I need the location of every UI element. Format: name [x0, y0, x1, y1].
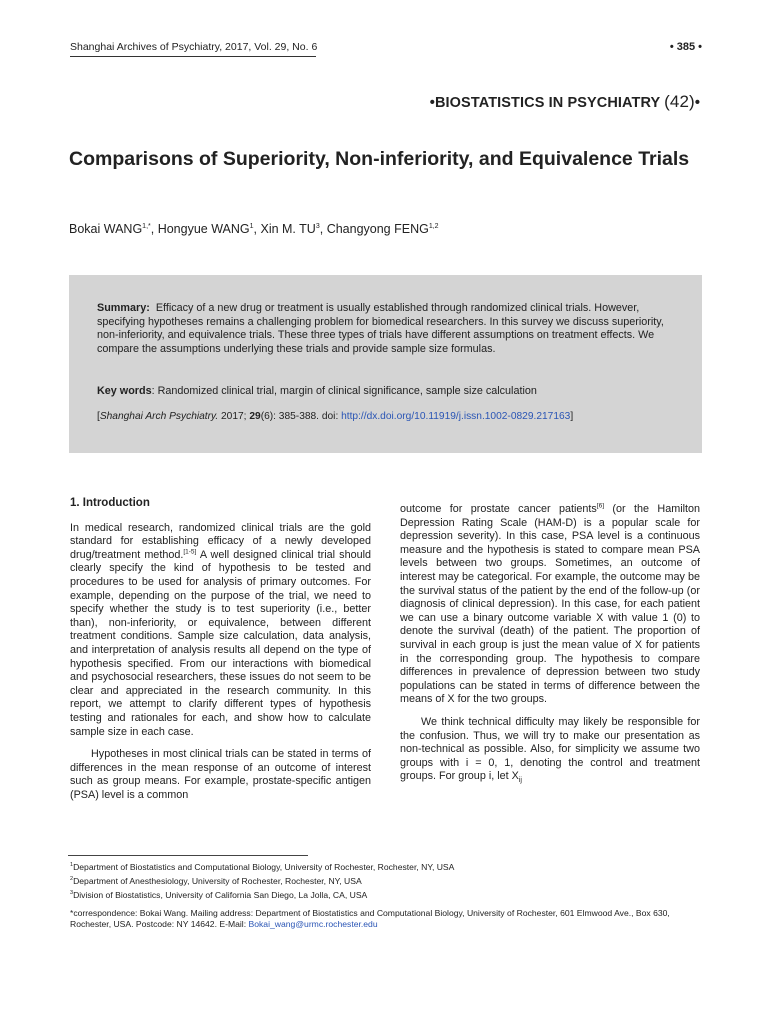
- footnote-text: Department of Anesthesiology, University of Rochester, Rochester, NY, USA: [73, 875, 362, 886]
- author-affiliation: 1: [249, 222, 254, 230]
- reference-marker[interactable]: [1-5]: [183, 548, 197, 556]
- journal-citation: Shanghai Archives of Psychiatry, 2017, Vol. 29, No. 6: [70, 41, 316, 57]
- left-column: [70, 497, 371, 802]
- email-link[interactable]: Bokai_wang@urmc.rochester.edu: [248, 919, 378, 929]
- author-name: Changyong FENG: [326, 222, 429, 236]
- paragraph: [400, 503, 700, 707]
- doi-link[interactable]: http://dx.doi.org/10.11919/j.issn.1002-0829.217163: [341, 411, 571, 422]
- right-column: [400, 503, 700, 784]
- author-list: [69, 222, 439, 236]
- cite-year: 2017;: [218, 411, 250, 422]
- paragraph-text: outcome for prostate cancer patients: [400, 503, 597, 515]
- paragraph: [400, 716, 700, 784]
- footnote-affiliation-2: [70, 874, 362, 887]
- paragraph-text: We think technical difficulty may likely be responsible for the confusion. Thus, we will try to make our presentation as non-technical as possible. Also, for simplicity we assume two groups with i = 0, 1, denoting the control and treatment groups. For group i, let X: [400, 715, 700, 783]
- abstract-citation: [97, 411, 687, 422]
- footnote-text: Division of Biostatistics, University of California San Diego, La Jolla, CA, USA: [73, 889, 368, 900]
- paragraph-text: (or the Hamilton Depression Rating Scale (HAM-D) is a popular scale for depression severity). In this case, PSA level is a continuous measure and the hypothesis is stated to compare mean PSA levels between two groups. Sometimes, an outcome of interest may be categorical. For example, the outcome may be the survival status of the patient by the end of the follow-up (or diagnosis of clinical depression). In this case, for each patient we can use a binary outcome variable X with value 1 (0) to denote the survival (death) of the patient. The proportion of survival in each group is just the mean value of X for patients in the corresponding group. The hypothesis to compare differences in prevalence of depression between two study populations can be stated in terms of difference between the means of X for the two groups.: [400, 503, 700, 706]
- paragraph: [70, 522, 371, 740]
- footnote-marker: 3: [70, 890, 74, 896]
- author-affiliation: 1,2: [428, 222, 439, 230]
- author-name: Bokai WANG: [69, 222, 143, 236]
- paragraph: Hypotheses in most clinical trials can be stated in terms of differences in the mean response of an outcome of interest such as group means. For example, prostate-specific antigen (PSA) level is a common: [70, 748, 371, 801]
- cite-bracket: ]: [570, 411, 574, 422]
- series-number: (42): [664, 92, 695, 111]
- article-title: Comparisons of Superiority, Non-inferiority, and Equivalence Trials: [69, 148, 690, 170]
- series-heading: [430, 92, 700, 112]
- correspondence-note: [70, 908, 703, 930]
- page-number: • 385 •: [669, 41, 702, 53]
- section-heading: 1. Introduction: [70, 497, 150, 509]
- subscript: ij: [518, 777, 522, 785]
- author-name: Hongyue WANG: [157, 222, 250, 236]
- footnote-marker: 2: [70, 876, 74, 882]
- footnote-text: Department of Biostatistics and Computational Biology, University of Rochester, Rochester, NY, USA: [73, 861, 455, 872]
- cite-volume: 29: [249, 411, 261, 422]
- summary-label: Summary:: [97, 302, 150, 314]
- keywords-label: Key words: [97, 385, 152, 397]
- abstract-box: [69, 275, 702, 453]
- cite-bracket: [: [97, 411, 100, 422]
- author-affiliation: 3: [315, 222, 320, 230]
- author-affiliation: 1,*: [142, 222, 151, 230]
- author-separator: ,: [150, 222, 158, 236]
- keywords-text: : Randomized clinical trial, margin of clinical significance, sample size calculation: [151, 385, 537, 397]
- author-separator: ,: [319, 222, 327, 236]
- footnote-affiliation-1: [70, 860, 454, 873]
- footnote-divider: [68, 855, 308, 856]
- series-end: •: [694, 95, 700, 111]
- footnote-marker: 1: [70, 862, 74, 868]
- reference-marker[interactable]: [6]: [596, 502, 605, 510]
- paragraph-text: In medical research, randomized clinical trials are the gold standard for establishing efficacy of a newly developed drug/treatment method.: [70, 521, 371, 561]
- abstract-summary: [97, 302, 677, 356]
- abstract-keywords: [97, 385, 677, 397]
- footnote-affiliation-3: [70, 888, 367, 901]
- paragraph-text: A well designed clinical trial should clearly specify the kind of hypothesis to be tested and procedures to be used for analysis of primary outcomes. For example, depending on the purpose of the trial, we need to specify whether the study is to test superiority (i.e., better than), non-inferiority, or equivalence, between different treatment conditions. Sample size calculation, data analysis, and interpretation of analysis results all depend on the type of hypothesis specified. From our interactions with biomedical and psychosocial researchers, these issues do not seem to be clear and appreciated in the research community. In this report, we attempt to clarify different types of hypothesis testing and rationales for each, and show how to calculate sample size in each case.: [70, 548, 371, 738]
- cite-journal: Shanghai Arch Psychiatry.: [99, 411, 219, 422]
- summary-text: Efficacy of a new drug or treatment is usually established through randomized clinical trials. However, specifying hypotheses remains a challenging problem for biomedical researchers. In this survey we discuss superiority, non-inferiority, and equivalence trials. These three types of trials have different assumptions on treatment effects. We compare the assumptions underlying these trials and provide sample size formulas.: [97, 302, 664, 355]
- correspondence-text: *correspondence: Bokai Wang. Mailing address: Department of Biostatistics and Computational Biology, University of Rochester, 601 Elmwood Ave., Box 630, Rochester, USA. Postcode: NY 14642. E-Mail:: [70, 908, 670, 929]
- series-label: •BIOSTATISTICS IN PSYCHIATRY: [429, 95, 661, 111]
- author-name: Xin M. TU: [260, 222, 316, 236]
- cite-rest: (6): 385-388. doi:: [260, 411, 342, 422]
- author-separator: ,: [253, 222, 261, 236]
